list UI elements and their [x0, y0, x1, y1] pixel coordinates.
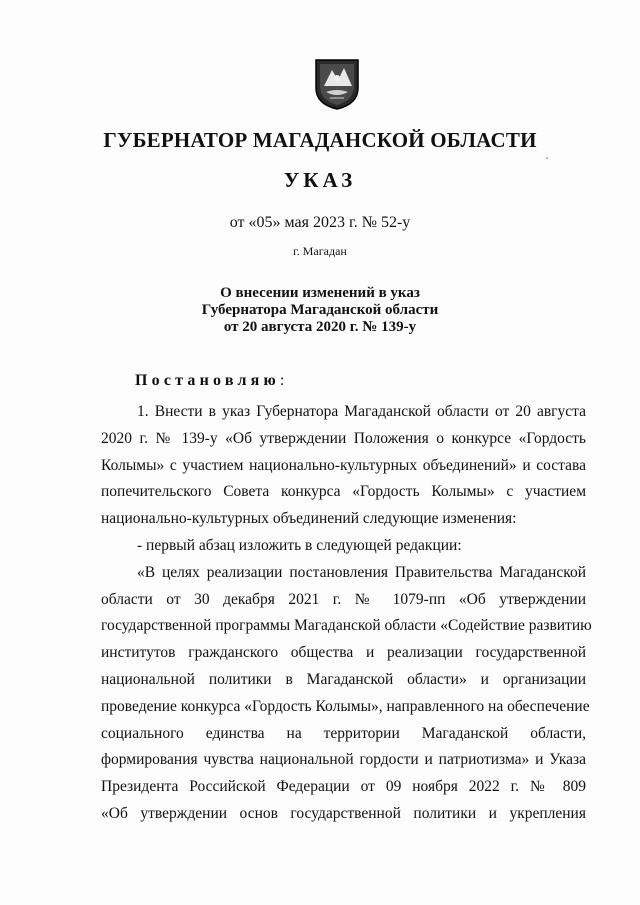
decree-word-colon: :	[279, 372, 285, 389]
body-line: институтов гражданского общества и реализации государственной	[101, 644, 586, 662]
body-line: национально-культурных объединений следующие изменения:	[101, 510, 517, 528]
subject-line: от 20 августа 2020 г. № 139-у	[223, 319, 417, 335]
scan-speck	[546, 157, 548, 159]
body-line: национальной политики в Магаданской области» и организации	[101, 670, 586, 688]
document-city: г. Магадан	[293, 244, 347, 258]
body-line: Колымы» с участием национально-культурных объединений» и состава	[101, 456, 586, 474]
body-line: 2020 г. № 139-у «Об утверждении Положения о конкурсе «Гордость	[101, 429, 586, 447]
document-kind: УКАЗ	[283, 168, 357, 192]
body-line: «В целях реализации постановления Правительства Магаданской	[137, 563, 586, 581]
body-line: формирования чувства национальной гордости и патриотизма» и Указа	[101, 751, 586, 769]
document-date-number: от «05» мая 2023 г. № 52-у	[229, 214, 411, 231]
body-line: 1. Внести в указ Губернатора Магаданской области от 20 августа	[137, 403, 586, 420]
decree-word	[135, 372, 284, 390]
body-line: попечительского Совета конкурса «Гордость Колымы» с участием	[101, 483, 586, 501]
body-line: «Об утверждении основ государственной политики и укрепления	[101, 804, 586, 822]
subject-line: Губернатора Магаданской области	[201, 302, 439, 318]
body-line: проведение конкурса «Гордость Колымы», направленного на обеспечение	[101, 697, 590, 715]
body-line: - первый абзац изложить в следующей редакции:	[137, 536, 462, 554]
magadan-region-coat-of-arms-icon	[314, 58, 360, 110]
subject-line: О внесении изменений в указ	[220, 285, 420, 301]
body-line: Президента Российской Федерации от 09 ноября 2022 г. № 809	[101, 778, 586, 796]
body-line: государственной программы Магаданской области «Содействие развитию	[101, 617, 592, 635]
body-line: области от 30 декабря 2021 г. № 1079-пп «Об утверждении	[101, 590, 586, 608]
issuer-title: ГУБЕРНАТОР МАГАДАНСКОЙ ОБЛАСТИ	[103, 128, 537, 152]
decree-word-text: Постановляю	[135, 372, 280, 389]
document-subject	[0, 285, 640, 336]
document-body	[101, 399, 592, 828]
body-line: социального единства на территории Магаданской области,	[101, 724, 586, 742]
